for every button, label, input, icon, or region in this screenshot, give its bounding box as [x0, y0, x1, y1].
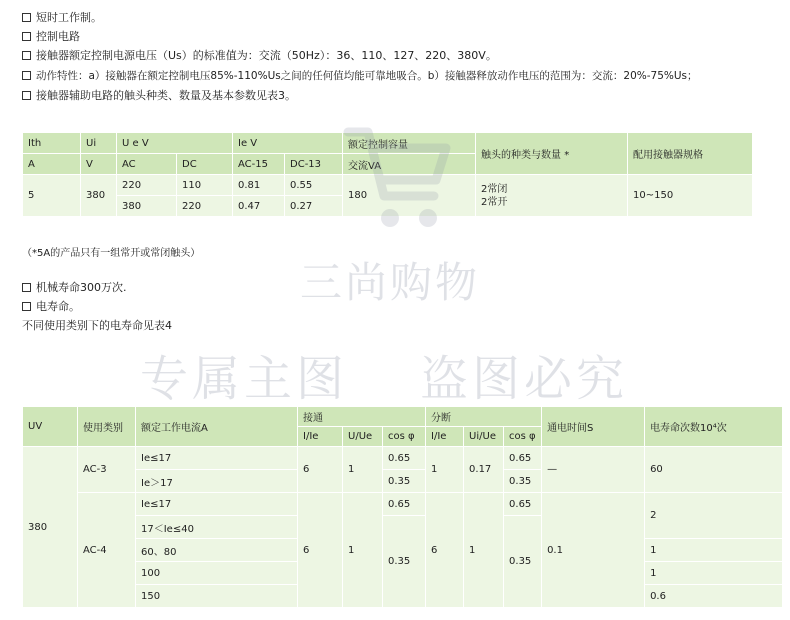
life-line-1: 机械寿命300万次.: [22, 279, 127, 297]
cell-make-u-ac4: 1: [343, 493, 383, 608]
shopping-cart-icon: [338, 118, 458, 238]
hdr-ac: AC: [117, 154, 177, 175]
cell-break-u-ac4: 1: [464, 493, 504, 608]
checkbox-icon: [22, 32, 31, 41]
cell-break-cos-3: 0.65: [504, 493, 542, 516]
cell-ac15-2: 0.47: [233, 196, 285, 217]
checkbox-icon: [22, 51, 31, 60]
hdr-contacts: 触头的种类与数量 *: [476, 133, 628, 175]
hdr-iev: Ie V: [233, 133, 343, 154]
hdr-uev: U e V: [117, 133, 233, 154]
hdr-ac15: AC-15: [233, 154, 285, 175]
cell-model: 10~150: [628, 175, 753, 217]
cell-break-cos-2: 0.35: [504, 470, 542, 493]
cell-dc-2: 220: [177, 196, 233, 217]
hdr-ith: Ith: [23, 133, 81, 154]
cell-make-u-ac3: 1: [343, 447, 383, 493]
hdr-make-ile: I/Ie: [298, 427, 343, 447]
cell-ac-2: 380: [117, 196, 177, 217]
hdr-break-ile: I/Ie: [426, 427, 464, 447]
intro-line-2: 控制电路: [22, 28, 80, 46]
hdr-make-cos: cos φ: [383, 427, 426, 447]
cell-life-ac4-a: 2: [645, 493, 783, 539]
cell-life-ac4-d: 0.6: [645, 585, 783, 608]
checkbox-icon: [22, 91, 31, 100]
watermark-slogan-right: 盗图必究: [420, 351, 629, 407]
cell-break-u-ac3: 0.17: [464, 447, 504, 493]
intro-line-4: 动作特性：a）接触器在额定控制电压85%-110%Us之间的任何值均能可靠地吸合。b）接触器释放动作电压的范围为：交流：20%-75%Us；: [22, 67, 698, 85]
cell-current-3: Ie≤17: [136, 493, 298, 516]
hdr-energize-time: 通电时间S: [542, 407, 645, 447]
note-text: （*5A的产品只有一组常开或常闭触头）: [22, 248, 201, 259]
cell-current-6: 100: [136, 562, 298, 585]
checkbox-icon: [22, 302, 31, 311]
hdr-life: 电寿命次数10⁴次: [645, 407, 783, 447]
hdr-break-cos: cos φ: [504, 427, 542, 447]
checkbox-icon: [22, 283, 31, 292]
hdr-make: 接通: [298, 407, 426, 427]
hdr-dc13: DC-13: [285, 154, 343, 175]
cell-current-2: Ie＞17: [136, 470, 298, 493]
cell-current-5: 60、80: [136, 539, 298, 562]
table4-caption: 不同使用类别下的电寿命见表4: [22, 319, 172, 332]
cell-ac4: AC-4: [78, 493, 136, 608]
hdr-break-uiue: Ui/Ue: [464, 427, 504, 447]
cell-ith: 5: [23, 175, 81, 217]
cell-current-7: 150: [136, 585, 298, 608]
cell-life-ac4-c: 1: [645, 562, 783, 585]
cell-dc-1: 110: [177, 175, 233, 196]
intro-line-5: 接触器辅助电路的触头种类、数量及基本参数见表3。: [22, 87, 296, 105]
hdr-category: 使用类别: [78, 407, 136, 447]
cell-ac15-1: 0.81: [233, 175, 285, 196]
hdr-uv: UV: [23, 407, 78, 447]
cell-make-cos-4: 0.35: [383, 516, 426, 608]
hdr-break: 分断: [426, 407, 542, 427]
cell-make-i-ac3: 6: [298, 447, 343, 493]
hdr-rated-capacity: 额定控制容量: [343, 133, 476, 154]
checkbox-icon: [22, 71, 31, 80]
cell-dc13-2: 0.27: [285, 196, 343, 217]
cell-life-ac4-b: 1: [645, 539, 783, 562]
hdr-dc: DC: [177, 154, 233, 175]
cell-make-cos-1: 0.65: [383, 447, 426, 470]
hdr-ith-unit: A: [23, 154, 81, 175]
intro-line-1: 短时工作制。: [22, 9, 102, 27]
cell-break-i-ac3: 1: [426, 447, 464, 493]
hdr-make-uue: U/Ue: [343, 427, 383, 447]
life-line-2: 电寿命。: [22, 298, 80, 316]
cell-dc13-1: 0.55: [285, 175, 343, 196]
cell-time-ac4: 0.1: [542, 493, 645, 608]
cell-break-i-ac4: 6: [426, 493, 464, 608]
cell-contacts: 2常闭 2常开: [476, 175, 628, 217]
cell-uv: 380: [23, 447, 78, 608]
cell-break-cos-4: 0.35: [504, 516, 542, 608]
hdr-ui: Ui: [81, 133, 117, 154]
cell-time-ac3: —: [542, 447, 645, 493]
checkbox-icon: [22, 13, 31, 22]
cell-make-i-ac4: 6: [298, 493, 343, 608]
hdr-model: 配用接触器规格: [628, 133, 753, 175]
intro-line-3: 接触器额定控制电源电压（Us）的标准值为：交流（50Hz）：36、110、127、220、380V。: [22, 47, 497, 65]
cell-ac3: AC-3: [78, 447, 136, 493]
watermark-slogan-left: 专属主图: [140, 351, 349, 407]
hdr-rated-current: 额定工作电流A: [136, 407, 298, 447]
watermark-brand: 三尚购物: [300, 258, 481, 307]
cell-ac-1: 220: [117, 175, 177, 196]
cell-ui: 380: [81, 175, 117, 217]
cell-break-cos-1: 0.65: [504, 447, 542, 470]
cell-current-1: Ie≤17: [136, 447, 298, 470]
cell-make-cos-2: 0.35: [383, 470, 426, 493]
cell-current-4: 17＜Ie≤40: [136, 516, 298, 539]
table-4-electrical-life: [22, 406, 783, 608]
hdr-ui-unit: V: [81, 154, 117, 175]
cell-make-cos-3: 0.65: [383, 493, 426, 516]
cell-life-ac3: 60: [645, 447, 783, 493]
hdr-ac-va: 交流VA: [343, 154, 476, 175]
cell-va: 180: [343, 175, 476, 217]
